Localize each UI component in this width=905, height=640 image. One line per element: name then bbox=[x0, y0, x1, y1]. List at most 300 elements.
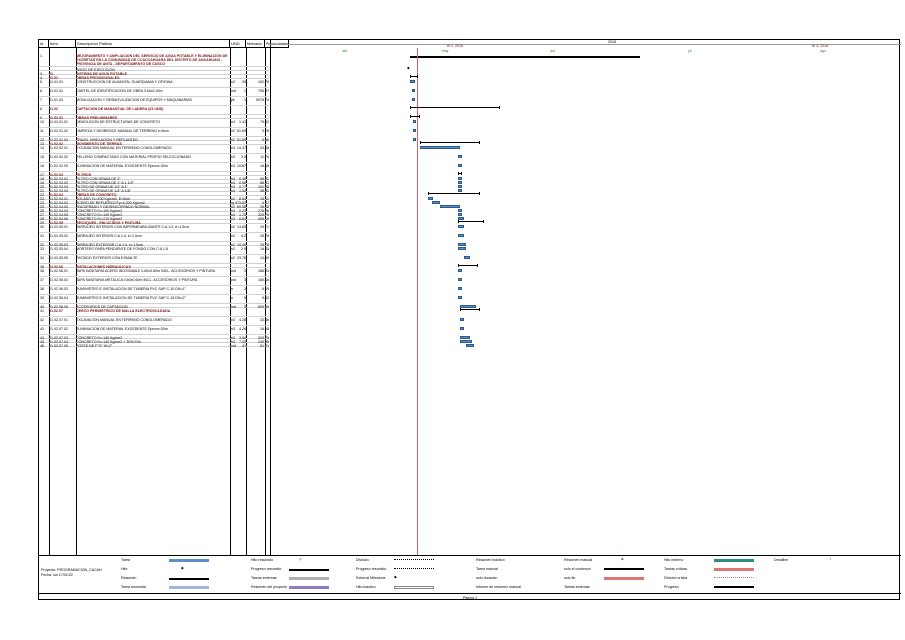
cell-id: 45 bbox=[40, 339, 44, 344]
legend-col4-0: Resumen inactivo bbox=[476, 558, 505, 562]
cell-und: m2 bbox=[230, 137, 235, 142]
cell-und: m3 bbox=[230, 339, 235, 344]
legend-col6-3: Progreso bbox=[664, 585, 679, 589]
cell-desc: EXCAVACION MANUAL EN TERRENO CONGLOMERADO bbox=[76, 317, 172, 322]
cell-met: 2.9 bbox=[241, 246, 246, 251]
cell-id: 36 bbox=[40, 268, 44, 273]
table-row[interactable] bbox=[39, 53, 269, 67]
legend-swatch-split2 bbox=[394, 568, 434, 571]
cell-id: 11 bbox=[40, 128, 44, 133]
table-row[interactable] bbox=[39, 277, 269, 286]
cell-id: 26 bbox=[40, 208, 44, 213]
cell-id: 39 bbox=[40, 295, 44, 300]
cell-id: 15 bbox=[40, 154, 44, 159]
legend-col5-2: solo fin bbox=[564, 576, 576, 580]
cell-id: 9 bbox=[40, 115, 42, 120]
table-row[interactable] bbox=[39, 119, 269, 128]
cell-pre: 186.63 bbox=[258, 268, 269, 273]
cell-pre: 25.78 bbox=[260, 233, 269, 238]
cell-item: 01.02.01.01 bbox=[49, 119, 68, 124]
cell-und: m3 bbox=[230, 145, 235, 150]
table-row[interactable] bbox=[39, 88, 269, 97]
cell-item: 01.02 bbox=[49, 106, 58, 111]
legend-swatch-summary bbox=[169, 578, 209, 580]
cell-desc: SISTEMA DE AGUA POTABLE bbox=[76, 71, 128, 76]
cell-pre: 98.81 bbox=[260, 176, 269, 181]
cell-item: 01.02.06 bbox=[49, 264, 63, 269]
task-bar[interactable] bbox=[458, 164, 462, 167]
cell-item: 01.02.06.04 bbox=[49, 295, 68, 300]
task-bar[interactable] bbox=[412, 98, 415, 101]
cell-item: 01.02.05.04 bbox=[49, 246, 68, 251]
table-row[interactable] bbox=[39, 268, 269, 277]
cell-desc: RELLENO COMPACTADO CON MATERIAL PROPIO SELECCIONADO bbox=[76, 154, 192, 159]
cell-item: 01.02.02.01 bbox=[49, 145, 68, 150]
table-row[interactable] bbox=[39, 154, 269, 163]
cell-pre: 162.78 bbox=[258, 79, 269, 84]
cell-item: 01 bbox=[49, 71, 53, 76]
diamond-outline-icon: ◇ bbox=[299, 557, 302, 561]
legend-col6-1: Tareas críticas bbox=[664, 567, 688, 571]
cell-id: 43 bbox=[40, 326, 44, 331]
cell-met: 14.37 bbox=[237, 145, 246, 150]
table-row[interactable] bbox=[39, 97, 269, 106]
cell-item: 01.02.06.03 bbox=[49, 286, 68, 291]
cell-item: 01.02.07.03 bbox=[49, 335, 68, 340]
cell-pre: 11.79 bbox=[260, 154, 269, 159]
month-label: jun bbox=[550, 49, 556, 53]
cell-desc: TRAZO, NIVELACION Y REPLANTEO bbox=[76, 137, 138, 142]
task-bar[interactable] bbox=[458, 287, 462, 290]
cell-desc: FILTRO DE GRAVA DE 1/4" A 1/8" bbox=[76, 188, 131, 193]
gantt-chart bbox=[270, 40, 901, 555]
cell-desc: ACERO DE REFUERZO Fy=4,200 Kg/cm2 bbox=[76, 200, 145, 205]
table-row[interactable] bbox=[39, 308, 269, 317]
milestone-icon: ◆ bbox=[394, 575, 397, 579]
cell-item: 01.02.06.05 bbox=[49, 304, 68, 309]
month-label: ago bbox=[820, 49, 826, 53]
cell-item: 01.02.04.03 bbox=[49, 204, 68, 209]
task-bar[interactable] bbox=[428, 197, 433, 200]
task-bar[interactable] bbox=[440, 205, 460, 208]
cell-und: m3 bbox=[230, 184, 235, 189]
status-date-line bbox=[417, 48, 418, 555]
cell-desc: TAPA SANITARIA METALICA 0.60x0.60m INCL. ACCESORIOS Y PINTURA bbox=[76, 277, 198, 282]
cell-desc: TAPA SANITARIA ACERO INOXIDABLE 0.60x0.60m INCL. ACCESORIOS Y PINTURA bbox=[76, 268, 216, 273]
cell-met: 1 bbox=[244, 97, 246, 102]
cell-item: 01.01.03 bbox=[49, 97, 63, 102]
legend-swatch-external-milestone bbox=[714, 559, 754, 562]
cell-pre: 18.45 bbox=[260, 246, 269, 251]
cell-pre: 9.33 bbox=[262, 295, 269, 300]
cell-pre: 39.28 bbox=[260, 204, 269, 209]
table-row[interactable] bbox=[39, 106, 269, 115]
cell-met: 0.23 bbox=[239, 208, 246, 213]
cell-und: m2 bbox=[230, 233, 235, 238]
cell-pre: 25.11 bbox=[260, 196, 269, 201]
cell-met: 30 bbox=[242, 79, 246, 84]
col-header-id: Id bbox=[39, 40, 49, 48]
cell-desc: ELIMINACION DE MATERIAL EXCEDENTE Dprom=30m bbox=[76, 163, 168, 168]
task-bar[interactable] bbox=[466, 344, 474, 347]
task-bar[interactable] bbox=[413, 129, 416, 132]
cell-met: 10.87 bbox=[237, 163, 246, 168]
cell-id: 8 bbox=[40, 106, 42, 111]
cell-desc: INICIO DE EJECUCIÓN bbox=[76, 67, 115, 72]
cell-item: 01.02.04.06 bbox=[49, 216, 68, 221]
cell-desc: MOVIMIENTO DE TIERRAS bbox=[76, 141, 122, 146]
milestone-icon: ◆ bbox=[181, 566, 184, 570]
cell-id: 30 bbox=[40, 224, 44, 229]
cell-desc: DEMOLICION DE ESTRUCTURAS DE CONCRETO bbox=[76, 119, 161, 124]
diamond-icon: ◆ bbox=[621, 557, 624, 561]
table-row[interactable] bbox=[39, 128, 269, 137]
cell-und: m3 bbox=[230, 154, 235, 159]
cell-pre: 455.19 bbox=[258, 216, 269, 221]
legend-col6-2: División crítica bbox=[664, 576, 688, 580]
legend-col6-0: Hito externo bbox=[664, 558, 684, 562]
task-bar[interactable] bbox=[458, 278, 462, 281]
cell-id: 14 bbox=[40, 145, 44, 150]
cell-pre: 14.55 bbox=[260, 255, 269, 260]
gantt-page bbox=[38, 39, 900, 600]
cell-und: m2 bbox=[230, 128, 235, 133]
summary-bar[interactable] bbox=[410, 76, 418, 77]
cell-und: m3 bbox=[230, 188, 235, 193]
cell-pre: 329.79 bbox=[258, 212, 269, 217]
table-row[interactable] bbox=[39, 163, 269, 172]
cell-id: 25 bbox=[40, 204, 44, 209]
quarter-label: tri 3, 2018 bbox=[812, 44, 828, 48]
cell-und: m3 bbox=[230, 335, 235, 340]
task-bar[interactable] bbox=[458, 243, 466, 246]
cell-desc: CONCRETO f'c=140 Kg/cm2 bbox=[76, 212, 123, 217]
cell-desc: SOLADO f'c=100 Kg/cm2, E=5cm bbox=[76, 196, 131, 201]
cell-desc: TARRAJEO INTERIOR CON IMPERMEABILIZANTE C:A 1:2, e=1.5cm bbox=[76, 224, 190, 229]
cell-und: glb bbox=[230, 97, 235, 102]
legend-col2-3: Resumen del proyecto bbox=[251, 585, 287, 589]
cell-id: 42 bbox=[40, 317, 44, 322]
summary-bar[interactable] bbox=[410, 116, 420, 117]
task-bar[interactable] bbox=[413, 120, 416, 123]
legend-swatch-progress bbox=[289, 569, 329, 571]
cell-und: m3 bbox=[230, 176, 235, 181]
cell-met: 3 bbox=[244, 277, 246, 282]
cell-id: 35 bbox=[40, 264, 44, 269]
cell-pre: 33.36 bbox=[260, 317, 269, 322]
col-header-metrado: Metrado bbox=[246, 40, 265, 48]
cell-desc: POSTE DE F°G° Ø=2" bbox=[76, 343, 113, 348]
task-bar[interactable] bbox=[460, 336, 470, 339]
legend-swatch-split bbox=[394, 559, 434, 562]
cell-met: 473.83 bbox=[235, 200, 246, 205]
cell-id: 12 bbox=[40, 137, 44, 142]
cell-pre: 755.87 bbox=[258, 88, 269, 93]
cell-desc: MEJORAMIENTO Y AMPLIACION DEL SERVICIO DE AGUA POTABLE Y ELIMINACION DE EXCRETAS EN LA COMUNIDAD DE CCACCAHUARA DEL DISTRITO DE ANCAHUASI - PROVINCIA DE ANTA - DEPARTAMENTO DE CUSCO bbox=[76, 53, 228, 66]
cell-met: 0.56 bbox=[239, 180, 246, 185]
cell-met: 13.83 bbox=[237, 224, 246, 229]
task-bar[interactable] bbox=[460, 340, 472, 343]
cell-id: 13 bbox=[40, 141, 44, 146]
cell-pre: 79.53 bbox=[260, 119, 269, 124]
cell-met: 3.94 bbox=[239, 335, 246, 340]
cell-item: 01.02.05 bbox=[49, 220, 63, 225]
cell-met: 1.41 bbox=[239, 119, 246, 124]
cell-item: 01.02.01.03 bbox=[49, 137, 68, 142]
cell-desc: FILTRO CON GRAVA DE 1" A 1 1/2" bbox=[76, 180, 134, 185]
cell-pre: 276.26 bbox=[258, 208, 269, 213]
cell-id: 29 bbox=[40, 220, 44, 225]
cell-und: m bbox=[230, 286, 233, 291]
summary-bar[interactable] bbox=[420, 142, 480, 143]
cell-pre: 160.16 bbox=[258, 277, 269, 282]
cell-item: 01.02.06.02 bbox=[49, 277, 68, 282]
cell-item: 01.02.03.04 bbox=[49, 188, 68, 193]
summary-bar[interactable] bbox=[460, 309, 480, 310]
cell-id: 33 bbox=[40, 246, 44, 251]
task-bar[interactable] bbox=[460, 305, 476, 308]
table-row[interactable] bbox=[39, 343, 269, 347]
cell-item: 01.01.02 bbox=[49, 88, 63, 93]
legend-col3-0: División bbox=[356, 558, 369, 562]
table-row[interactable] bbox=[39, 255, 269, 264]
cell-met: 1.75 bbox=[239, 212, 246, 217]
cell-und: m3 bbox=[230, 180, 235, 185]
table-row[interactable] bbox=[39, 79, 269, 88]
legend-col3-2: External Milestone bbox=[356, 576, 386, 580]
cell-item: 01.02.07.02 bbox=[49, 326, 68, 331]
quarter-label: tri 2, 2018 bbox=[447, 44, 463, 48]
cell-und: und bbox=[230, 277, 236, 282]
legend-col4-2: solo duración bbox=[476, 576, 498, 580]
cell-desc: FILTRO DE GRAVA DE 1/2" A 1" bbox=[76, 184, 128, 189]
task-bar[interactable] bbox=[412, 89, 415, 92]
month-label: jul bbox=[688, 49, 692, 53]
table-row[interactable] bbox=[39, 246, 269, 255]
cell-id: 23 bbox=[40, 196, 44, 201]
legend-col3-1: Progreso resumido bbox=[356, 567, 387, 571]
task-bar[interactable] bbox=[464, 256, 470, 259]
task-bar[interactable] bbox=[458, 213, 462, 216]
table-row[interactable] bbox=[39, 295, 269, 304]
month-label: abr bbox=[342, 49, 348, 53]
legend-swatch-critical-tasks bbox=[714, 568, 754, 571]
task-bar[interactable] bbox=[413, 138, 416, 141]
cell-item: 01.01 bbox=[49, 75, 58, 80]
cell-met: 4.28 bbox=[239, 317, 246, 322]
legend-swatch-critical-split bbox=[714, 577, 754, 580]
cell-desc: TARRAJEO INTERIOR C:A 1:4, e=1.5cm bbox=[76, 233, 142, 238]
task-bar[interactable] bbox=[460, 318, 464, 321]
cell-und: m3 bbox=[230, 216, 235, 221]
task-bar[interactable] bbox=[458, 185, 462, 188]
task-bar[interactable] bbox=[458, 181, 462, 184]
cell-met: 3.5 bbox=[241, 154, 246, 159]
project-name: Proyecto: PROGRAMACION_CACAH bbox=[41, 568, 102, 572]
summary-bar[interactable] bbox=[410, 107, 500, 108]
task-bar[interactable] bbox=[460, 327, 464, 330]
cell-met: 3 bbox=[244, 286, 246, 291]
cell-und: m2 bbox=[230, 255, 235, 260]
cell-desc: EXCAVACION MANUAL EN TERRENO CONGLOMERADO bbox=[76, 145, 172, 150]
cell-met: 3 bbox=[244, 304, 246, 309]
cell-pre: 98.81 bbox=[260, 188, 269, 193]
cell-met: 19.46 bbox=[237, 242, 246, 247]
table-row[interactable] bbox=[39, 145, 269, 154]
table-row[interactable] bbox=[39, 233, 269, 242]
cell-met: 8.84 bbox=[239, 216, 246, 221]
legend-col5-1: solo el comienzo bbox=[564, 567, 591, 571]
cell-item: 01.02.03.01 bbox=[49, 176, 68, 181]
task-bar[interactable] bbox=[458, 269, 462, 272]
col-header-item: Item bbox=[49, 40, 76, 48]
legend-swatch-inactive bbox=[394, 586, 434, 589]
cell-id: 3 bbox=[40, 71, 42, 76]
cell-id: 46 bbox=[40, 343, 44, 348]
legend-col4-3: Informe de resumen manual bbox=[476, 585, 521, 589]
cell-desc: CARTEL DE IDENTIFICACION DE OBRA 3.60x2.40m bbox=[76, 88, 163, 93]
table-row[interactable] bbox=[39, 286, 269, 295]
cell-desc: CONCRETO f'c=140 Kg/cm2 bbox=[76, 335, 123, 340]
task-bar[interactable] bbox=[410, 80, 415, 83]
cell-met: 0.45 bbox=[239, 176, 246, 181]
cell-desc: CONCRETO f'c=140 Kg/cm2 + 30% P.M. bbox=[76, 339, 142, 344]
legend-swatch-task bbox=[169, 559, 209, 562]
legend-swatch-external bbox=[289, 577, 329, 580]
col-header-und: UND bbox=[230, 40, 246, 48]
task-bar[interactable] bbox=[458, 234, 464, 237]
cell-desc: LIMPIEZA Y DESBROCE MANUAL DE TERRENO e=5cm bbox=[76, 128, 169, 133]
cell-pre: 81.01 bbox=[260, 343, 269, 348]
cell-desc: MORTERO PARA PENDIENTE DE FONDO CON C:A 1:5 bbox=[76, 246, 168, 251]
deadline-arrow-icon: ⇩ bbox=[829, 557, 833, 561]
table-row[interactable] bbox=[39, 326, 269, 335]
task-bar[interactable] bbox=[458, 155, 462, 158]
cell-id: 28 bbox=[40, 216, 44, 221]
cell-id: 21 bbox=[40, 188, 44, 193]
summary-bar[interactable] bbox=[458, 173, 462, 174]
cell-id: 27 bbox=[40, 212, 44, 217]
cell-desc: INSTALACIONES HIDRAULICAS bbox=[76, 264, 131, 269]
cell-desc: OBRAS PRELIMINARES bbox=[76, 115, 118, 120]
cell-pre: 5976.74 bbox=[256, 97, 269, 102]
cell-pre: 16.68 bbox=[260, 163, 269, 168]
cell-met: 8.64 bbox=[239, 196, 246, 201]
task-bar[interactable] bbox=[458, 225, 464, 228]
cell-und: m3 bbox=[230, 212, 235, 217]
cell-met: 41 bbox=[242, 343, 246, 348]
cell-id: 44 bbox=[40, 335, 44, 340]
cell-pre: 16.68 bbox=[260, 326, 269, 331]
table-row[interactable] bbox=[39, 317, 269, 326]
cell-desc: PINTADO EXTERIOR CON ESMALTE bbox=[76, 255, 138, 260]
task-bar[interactable] bbox=[458, 247, 466, 250]
cell-pre: 33.36 bbox=[260, 145, 269, 150]
cell-pre: 0.78 bbox=[262, 128, 269, 133]
cell-met: 4.2 bbox=[241, 233, 246, 238]
cell-pre: 249.85 bbox=[258, 339, 269, 344]
cell-item: 01.02.03 bbox=[49, 172, 63, 177]
cell-item: 01.02.07.05 bbox=[49, 343, 68, 348]
cell-id: 16 bbox=[40, 163, 44, 168]
legend-swatch-critical bbox=[604, 577, 644, 580]
cell-desc: MOVILIZACION Y DESMOVILIZACION DE EQUIPOS Y MAQUINARIAS bbox=[76, 97, 192, 102]
cell-item: 01.02.04.02 bbox=[49, 200, 68, 205]
summary-bar[interactable] bbox=[428, 193, 480, 194]
task-bar[interactable] bbox=[458, 296, 462, 299]
summary-bar[interactable] bbox=[458, 265, 478, 266]
cell-desc: CONSTRUCCION DE ALMACEN, GUARDIANIA Y OFICINA bbox=[76, 79, 173, 84]
legend-swatch-progress-line bbox=[714, 586, 754, 588]
cell-und: m2 bbox=[230, 204, 235, 209]
cell-desc: OBRAS DE CONCRETO bbox=[76, 192, 117, 197]
month-label: may bbox=[441, 49, 449, 53]
legend-deadline: Deadline bbox=[774, 558, 789, 562]
legend-swatch-rolled bbox=[169, 586, 209, 589]
cell-id: 37 bbox=[40, 277, 44, 282]
cell-und: m2 bbox=[230, 196, 235, 201]
cell-id: 20 bbox=[40, 184, 44, 189]
cell-item: 01.02.04.01 bbox=[49, 196, 68, 201]
legend-col5-0: Resumen manual bbox=[564, 558, 593, 562]
cell-item: 01.02.04 bbox=[49, 192, 63, 197]
cell-item: 01.02.01.02 bbox=[49, 128, 68, 133]
cell-id: 18 bbox=[40, 176, 44, 181]
legend bbox=[39, 555, 901, 593]
cell-und: und bbox=[230, 88, 236, 93]
cell-und: m2 bbox=[230, 79, 235, 84]
cell-id: 4 bbox=[40, 75, 42, 80]
cell-item: 01.02.05.01 bbox=[49, 224, 68, 229]
cell-desc: CONCRETO f'c=210 Kg/cm2 bbox=[76, 216, 123, 221]
cell-item: 01.02.02.03 bbox=[49, 163, 68, 168]
cell-und: m bbox=[230, 295, 233, 300]
cell-met: 0.77 bbox=[239, 184, 246, 189]
legend-tarea: Tarea bbox=[121, 558, 130, 562]
table-row[interactable] bbox=[39, 224, 269, 233]
cell-id: 40 bbox=[40, 304, 44, 309]
cell-id: 19 bbox=[40, 180, 44, 185]
cell-pre: 6.49 bbox=[262, 286, 269, 291]
cell-met: 51.69 bbox=[237, 128, 246, 133]
cell-item: 01.02.04.04 bbox=[49, 208, 68, 213]
legend-col5-3: Tareas externas bbox=[564, 585, 590, 589]
cell-desc: FILTRO CON GRAVA DE 2" bbox=[76, 176, 121, 181]
legend-col3-3: Hito inactivo bbox=[356, 585, 376, 589]
task-bar[interactable] bbox=[458, 189, 462, 192]
task-bar[interactable] bbox=[458, 209, 462, 212]
cell-und: m2 bbox=[230, 246, 235, 251]
task-bar[interactable] bbox=[432, 201, 440, 204]
cell-item: 01.02.02.02 bbox=[49, 154, 68, 159]
cell-item: 01.02.03.03 bbox=[49, 184, 68, 189]
cell-item: 01.01.01 bbox=[49, 79, 63, 84]
milestone-icon[interactable]: ◆ bbox=[407, 66, 410, 70]
cell-item: 01.02.07.04 bbox=[49, 339, 68, 344]
summary-bar[interactable] bbox=[458, 221, 484, 222]
task-bar[interactable] bbox=[458, 177, 462, 180]
cell-desc: CAPTACION DE MANANTIAL DE LADERA (03 UND) bbox=[76, 106, 164, 111]
cell-item: 01.02.07.01 bbox=[49, 317, 68, 322]
legend-tarea-resumida: Tarea resumida bbox=[121, 585, 146, 589]
cell-item: 01.02.01 bbox=[49, 115, 63, 120]
cell-id: 10 bbox=[40, 119, 44, 124]
cell-id: 17 bbox=[40, 172, 44, 177]
cell-desc: SUMINISTRO E INSTALACION DE TUBERIA PVC SAP C-10 DN=1" bbox=[76, 286, 186, 291]
cell-id: 32 bbox=[40, 242, 44, 247]
cell-id: 38 bbox=[40, 286, 44, 291]
task-bar[interactable] bbox=[420, 146, 460, 149]
